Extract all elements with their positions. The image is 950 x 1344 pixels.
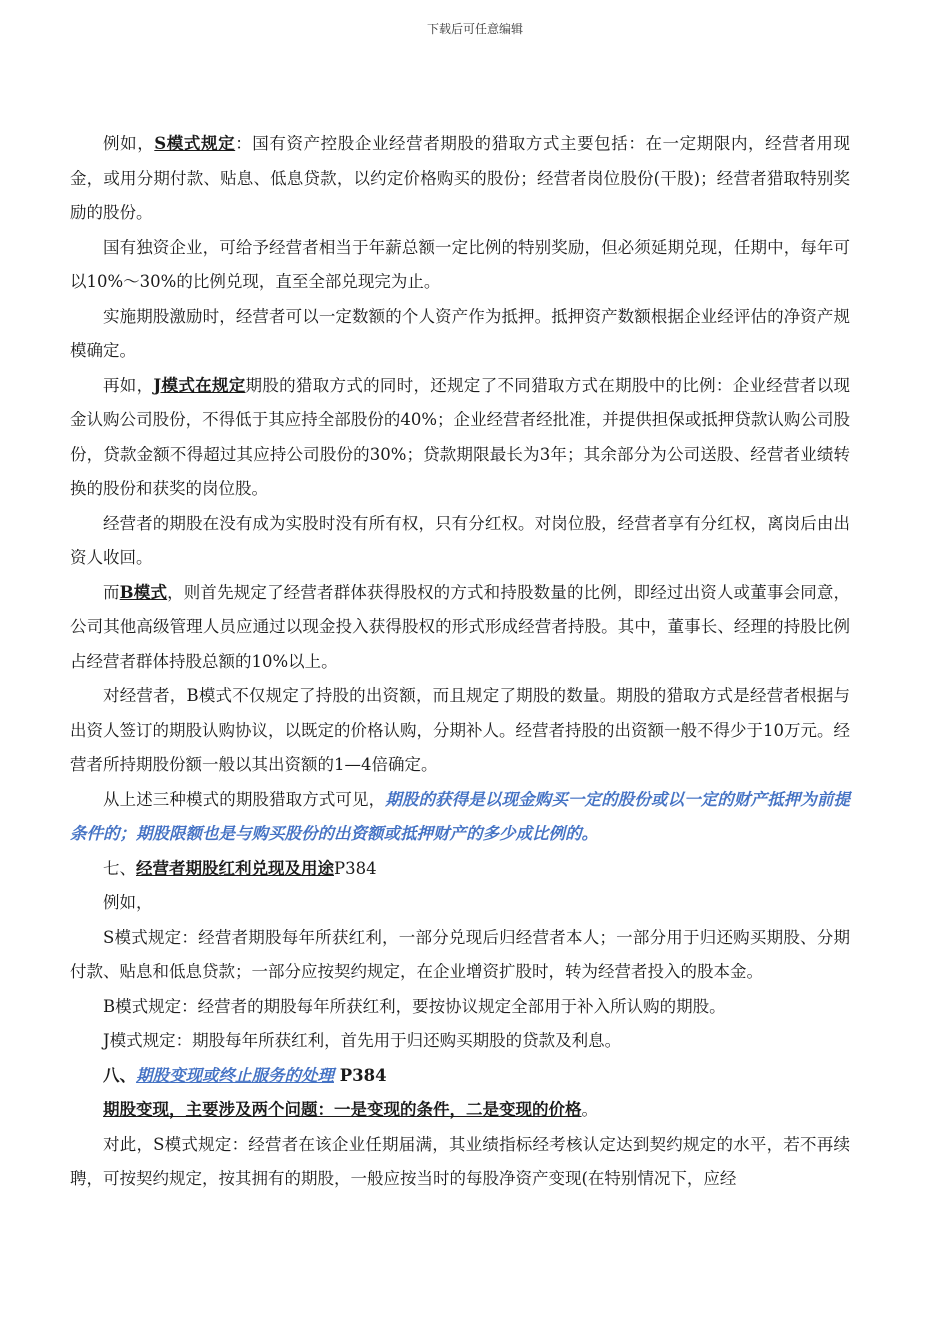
paragraph-p14 — [70, 1059, 850, 1094]
text-run: 对此，S模式规定：经营者在该企业任期届满，其业绩指标经考核认定达到契约规定的水平，若不再续聘，可按契约规定，按其拥有的期股，一般应按当时的每股净资产变现(在特别情况下，应经 — [70, 1134, 850, 1188]
text-run: ，则首先规定了经营者群体获得股权的方式和持股数量的比例，即经过出资人或董事会同意，公司其他高级管理人员应通过以现金投入获得股权的形式形成经营者持股。其中，董事长、经理的持股比例占经营者群体持股总额的10%以上。 — [70, 582, 851, 671]
paragraph-p6 — [70, 576, 850, 680]
text-run: 国有独资企业，可给予经营者相当于年薪总额一定比例的特别奖励，但必须延期兑现，任期中，每年可以10%～30%的比例兑现，直至全部兑现完为止。 — [70, 237, 850, 291]
paragraph-p3 — [70, 300, 850, 369]
text-run: 而 — [103, 582, 120, 602]
page-header: 下载后可任意编辑 — [426, 22, 523, 36]
text-run: ：国有资产控股企业经营者期股的猎取方式主要包括：在一定期限内，经营者用现金，或用分期付款、贴息、低息贷款，以约定价格购买的股份；经营者岗位股份(干股)；经营者猎取特别奖励的股份。 — [70, 134, 851, 222]
paragraph-p4 — [70, 369, 850, 507]
text-run: 七、 — [103, 858, 136, 878]
text-run: 例如， — [103, 134, 155, 153]
text-run: 经营者的期股在没有成为实股时没有所有权，只有分红权。对岗位股，经营者享有分红权，离岗后由出资人收回。 — [70, 513, 850, 567]
text-run: 从上述三种模式的期股猎取方式可见， — [103, 789, 386, 809]
text-run: 。 — [581, 1100, 598, 1119]
paragraph-p2 — [70, 231, 850, 300]
text-run: P384 — [334, 1065, 387, 1085]
text-run: 例如， — [103, 893, 153, 912]
text-run: 再如， — [103, 375, 154, 395]
text-run: 对经营者，B模式不仅规定了持股的出资额，而且规定了期股的数量。期股的猎取方式是经营者根据与出资人签订的期股认购协议，以既定的价格认购，分期补人。经营者持股的出资额一般不得少于10万元。经营者所持期股份额一般以其出资额的1—4倍确定。 — [70, 686, 850, 774]
paragraph-p15 — [70, 1093, 850, 1128]
text-run: 八、 — [103, 1065, 136, 1085]
paragraph-p11 — [70, 921, 850, 990]
paragraph-p7 — [70, 679, 850, 783]
paragraph-p16 — [70, 1128, 850, 1197]
document-body — [70, 127, 850, 1197]
paragraph-p13 — [70, 1024, 850, 1059]
paragraph-p5 — [70, 507, 850, 576]
text-run: S模式规定：经营者期股每年所获红利，一部分兑现后归经营者本人；一部分用于归还购买期股、分期付款、贴息和低息贷款；一部分应按契约规定，在企业增资扩股时，转为经营者投入的股本金。 — [70, 927, 850, 981]
paragraph-p8 — [70, 783, 850, 852]
text-run: S模式规定 — [154, 134, 236, 153]
text-run: J模式在规定 — [153, 375, 246, 395]
paragraph-p12 — [70, 990, 850, 1025]
text-run: 期股的猎取方式的同时，还规定了不同猎取方式在期股中的比例：企业经营者以现金认购公司股份，不得低于其应持全部股份的40%；企业经营者经批准，并提供担保或抵押贷款认购公司股份，贷款金额不得超过其应持公司股份的30%；贷款期限最长为3年；其余部分为公司送股、经营者业绩转换的股份和获奖的岗位股。 — [70, 375, 851, 498]
text-run: 期股变现，主要涉及两个问题：一是变现的条件，二是变现的价格 — [103, 1100, 582, 1119]
text-run: P384 — [334, 858, 377, 878]
text-run: B模式 — [119, 582, 168, 602]
text-run: 期股变现或终止服务的处理 — [136, 1065, 334, 1085]
text-run: J模式规定：期股每年所获红利，首先用于归还购买期股的贷款及利息。 — [103, 1031, 622, 1050]
text-run: 经营者期股红利兑现及用途 — [136, 858, 334, 878]
paragraph-p10 — [70, 886, 850, 921]
text-run: B模式规定：经营者的期股每年所获红利，要按协议规定全部用于补入所认购的期股。 — [103, 996, 726, 1016]
paragraph-p9 — [70, 852, 850, 887]
paragraph-p1 — [70, 127, 850, 231]
text-run: 期股的获得是以现金购买一定的股份或以一定的财产抵押为前提条件的；期股限额也是与购买股份的出资额或抵押财产的多少成比例的。 — [70, 789, 851, 843]
text-run: 实施期股激励时，经营者可以一定数额的个人资产作为抵押。抵押资产数额根据企业经评估的净资产规模确定。 — [70, 306, 850, 360]
